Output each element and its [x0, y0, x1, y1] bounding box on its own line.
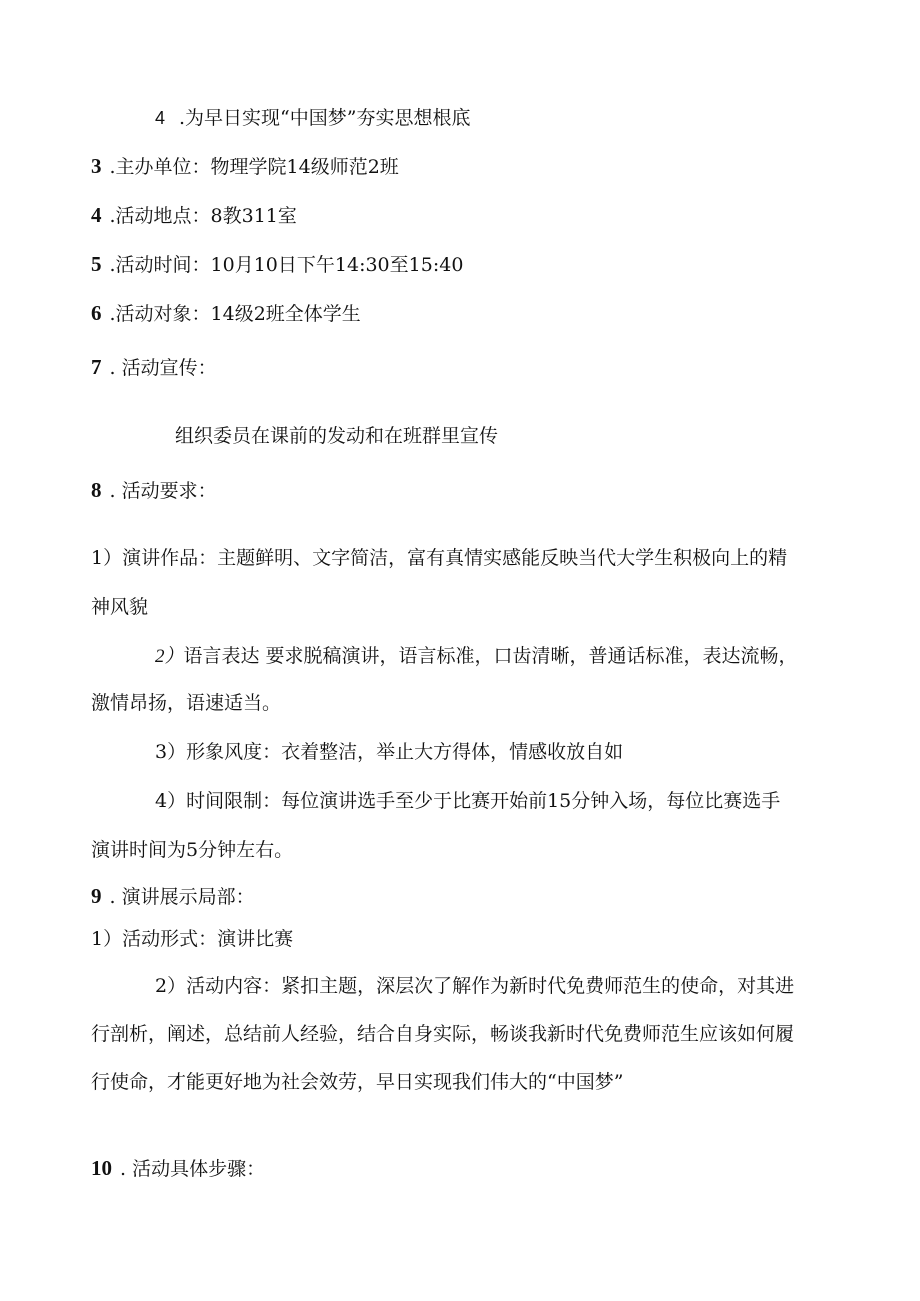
line-text: .主办单位：物理学院14级师范2班 [109, 156, 399, 178]
doc-line-requirements-heading [91, 478, 217, 503]
line-number: 5 [91, 252, 102, 276]
line-text: 语言表达 要求脱稿演讲，语言标准，口齿清晰，普通话标准，表达流畅， [183, 645, 798, 667]
line-text: 行使命，才能更好地为社会效劳，早日实现我们伟大的“中国梦” [91, 1071, 624, 1093]
doc-line-req-2-cont [91, 691, 281, 715]
line-text: 3）形象风度：衣着整洁，举止大方得体，情感收放自如 [155, 741, 624, 763]
line-text: 神风貌 [91, 596, 149, 618]
line-text: 2）活动内容：紧扣主题，深层次了解作为新时代免费师范生的使命，对其进 [155, 975, 795, 997]
line-text: 4）时间限制：每位演讲选手至少于比赛开始前15分钟入场，每位比赛选手 [155, 790, 781, 812]
line-text: .活动时间：10月10日下午14:30至15:40 [109, 254, 464, 276]
doc-line-showcase-2-cont [91, 1022, 794, 1046]
doc-line-publicity-heading [91, 355, 217, 380]
line-text: 演讲时间为5分钟左右。 [91, 839, 294, 861]
line-text: 组织委员在课前的发动和在班群里宣传 [175, 425, 499, 447]
doc-line-req-4 [155, 789, 780, 813]
line-text: . 演讲展示局部： [109, 886, 255, 908]
line-text: . 活动要求： [109, 480, 217, 502]
doc-line-organizer [91, 154, 399, 179]
line-number: 6 [91, 301, 102, 325]
doc-line-showcase-1 [91, 927, 293, 951]
doc-line-req-2 [155, 644, 798, 669]
doc-line-showcase-heading [91, 884, 255, 909]
doc-line-goal [155, 106, 470, 130]
line-text: . 活动具体步骤： [120, 1158, 266, 1180]
line-text: 行剖析，阐述，总结前人经验，结合自身实际，畅谈我新时代免费师范生应该如何履 [91, 1023, 795, 1045]
doc-line-req-1 [91, 546, 787, 570]
doc-line-publicity-body [175, 424, 498, 448]
line-number: 3 [91, 154, 102, 178]
line-text: .活动地点：8教311室 [109, 205, 297, 227]
line-text: . 活动宣传： [109, 357, 217, 379]
doc-line-steps-heading [91, 1156, 265, 1181]
line-number: 4 [91, 203, 102, 227]
line-text: 1）活动形式：演讲比赛 [91, 928, 294, 950]
doc-line-showcase-2 [155, 974, 794, 998]
doc-line-showcase-2-cont2 [91, 1070, 623, 1094]
line-text: 激情昂扬，语速适当。 [91, 692, 282, 714]
doc-line-req-1-cont [91, 595, 148, 619]
line-number: 10 [91, 1156, 112, 1180]
line-number: 9 [91, 884, 102, 908]
doc-line-req-3 [155, 740, 623, 764]
doc-line-audience [91, 301, 361, 326]
line-number: 4 [155, 108, 166, 128]
doc-line-location [91, 203, 297, 228]
doc-line-req-4-cont [91, 838, 293, 862]
line-number: 8 [91, 478, 102, 502]
line-number: 7 [91, 355, 102, 379]
doc-line-time [91, 252, 463, 277]
line-number: 2） [155, 646, 184, 667]
line-text: .活动对象：14级2班全体学生 [109, 303, 361, 325]
line-text: .为早日实现“中国梦”夯实思想根底 [179, 107, 471, 129]
line-text: 1）演讲作品：主题鲜明、文字简洁，富有真情实感能反映当代大学生积极向上的精 [91, 547, 788, 569]
